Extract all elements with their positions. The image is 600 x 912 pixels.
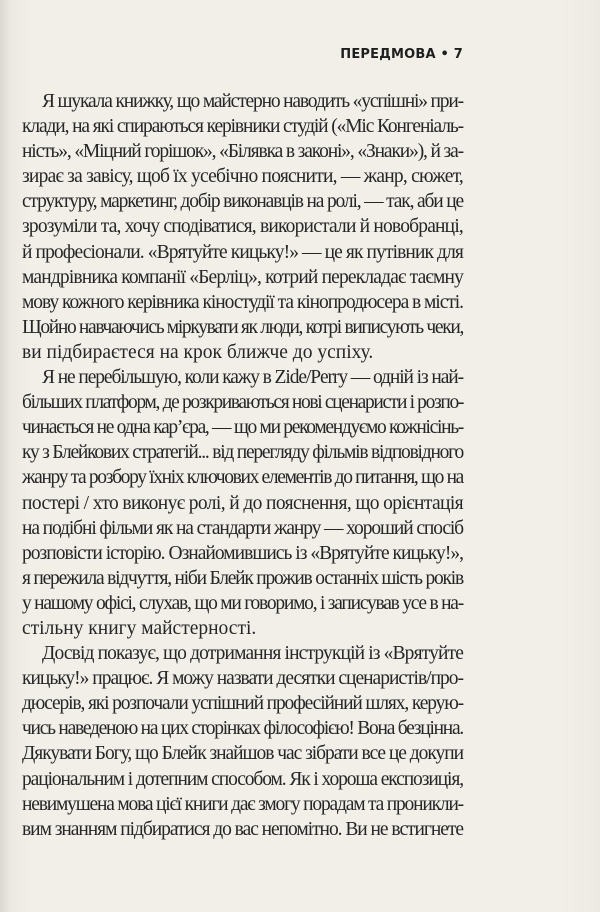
text-line: на подібні фільми як на стандарти жанру — хороший спосіб (22, 517, 463, 539)
text-line: більших платформ, де розкриваються нові сценаристи і розпо- (22, 392, 463, 414)
text-line: клади, на які спираються керівники студій («Міс Конгеніаль- (22, 116, 463, 138)
text-line: дюсерів, які розпочали успішний професійний шлях, керую- (22, 693, 463, 715)
paragraph (22, 89, 463, 365)
paragraph (22, 641, 463, 842)
section-title: ПЕРЕДМОВА (340, 47, 436, 62)
text-line: я пережила відчуття, ніби Блейк прожив останніх шість років (22, 567, 463, 589)
text-line: невимушена мова цієї книги дає змогу порадам та проникли- (22, 793, 463, 815)
text-line: Я не перебільшую, коли кажу в Zide/Perry — одній із най- (42, 367, 463, 389)
text-line: ність», «Міцний горішок», «Білявка в законі», «Знаки»), й за- (22, 141, 463, 163)
text-line: постері / хто виконує ролі, й до пояснення, що орієнтація (22, 492, 463, 514)
text-line: у нашому офісі, слухав, що ми говоримо, і записував усе в на- (22, 592, 463, 614)
body-text (22, 89, 463, 842)
text-line: вим знанням підбиратися до вас непомітно. Ви не встигнете (22, 818, 464, 840)
text-line: Щойно навчаючись міркувати як люди, котрі виписують чеки, (22, 316, 463, 338)
text-line: Досвід показує, що дотримання інструкцій із «Врятуйте (42, 643, 463, 665)
text-line: зрозуміли та, хочу сподіватися, використали й новобранці, (22, 216, 463, 238)
text-line: розповісти історію. Ознайомившись із «Врятуйте кицьку!», (22, 542, 463, 564)
text-line: мову кожного керівника кіностудії та кінопродюсера в місті. (22, 291, 463, 313)
text-line: ви підбираєтеся на крок ближче до успіху. (22, 341, 374, 363)
text-line: Я шукала книжку, що майстерно наводить «успішні» при- (42, 91, 463, 112)
text-line: кицьку!» працює. Я можу назвати десятки сценаристів/про- (22, 668, 463, 690)
text-line: чись наведеною на цих сторінках філософією! Вона безцінна. (22, 718, 463, 740)
running-head (340, 47, 463, 62)
text-line: жанру та розбору їхніх ключових елементів до питання, що на (22, 467, 463, 489)
text-line: й професіонали. «Врятуйте кицьку!» — це як путівник для (22, 241, 463, 263)
separator-bullet: • (440, 47, 450, 62)
page-number: 7 (453, 47, 463, 62)
paragraph (22, 365, 463, 641)
text-line: ку з Блейкових стратегій... від перегляду фільмів відповідного (22, 442, 464, 464)
text-line: чинається не одна кар’єра, — що ми рекомендуємо кожнісінь- (22, 417, 463, 439)
text-line: Дякувати Богу, що Блейк знайшов час зібрати все це докупи (22, 743, 463, 765)
text-line: зирає за завісу, щоб їх усебічно пояснити, — жанр, сюжет, (22, 166, 463, 188)
text-line: стільну книгу майстерності. (22, 617, 257, 639)
text-line: раціональним і дотепним способом. Як і хороша експозиція, (22, 768, 463, 790)
text-line: мандрівника компанії «Берліц», котрий перекладає таємну (22, 266, 463, 288)
text-line: структуру, маркетинг, добір виконавців на ролі, — так, аби це (22, 191, 463, 213)
